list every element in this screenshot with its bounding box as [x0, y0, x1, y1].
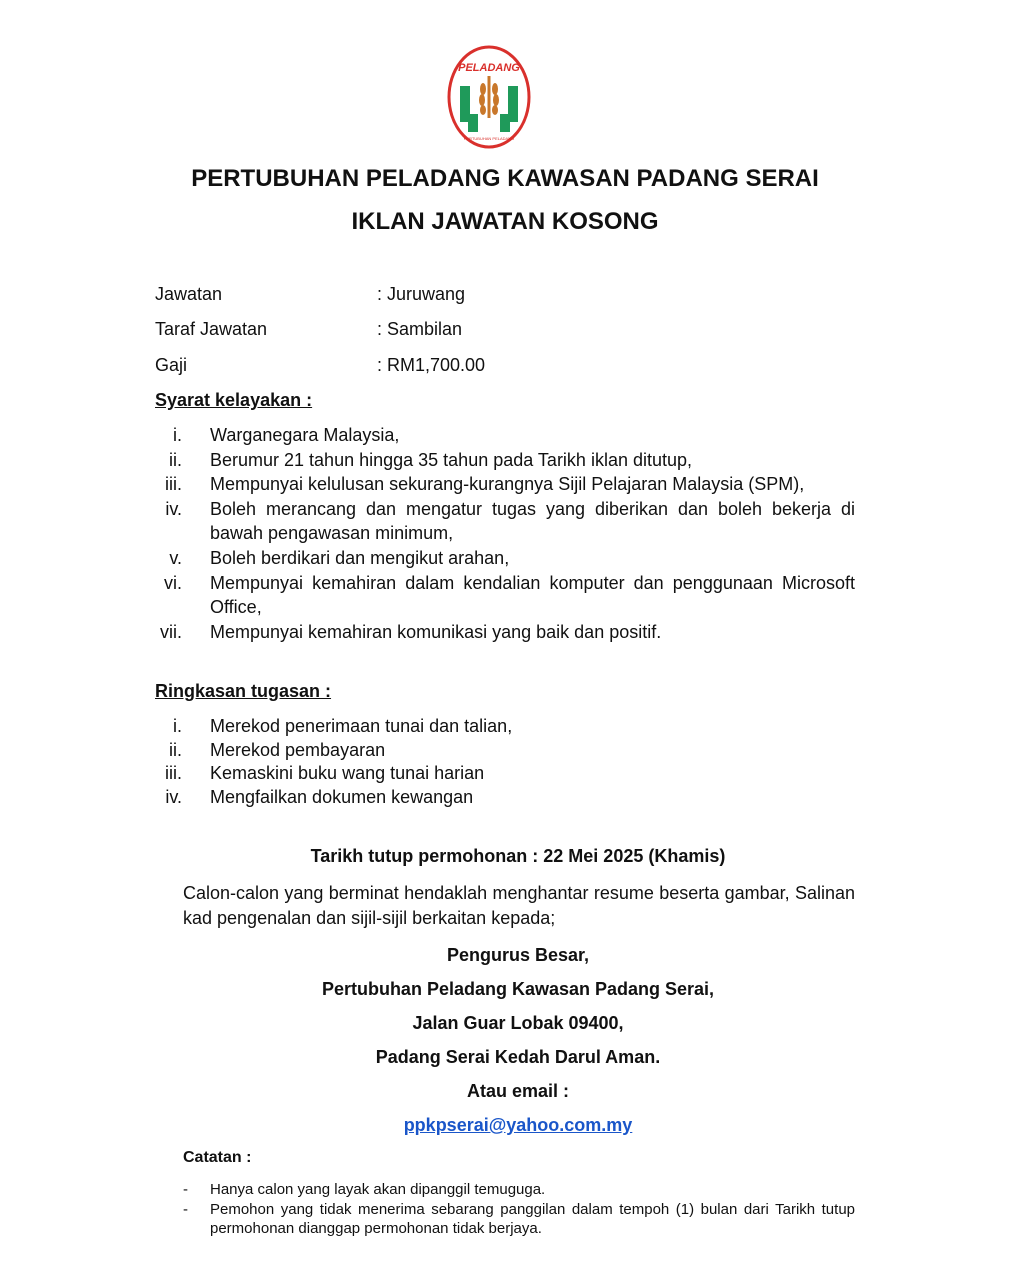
item-text: Warganegara Malaysia,: [210, 425, 400, 445]
item-number: iv.: [165, 786, 182, 807]
item-number: v.: [169, 547, 182, 568]
item-text: Kemaskini buku wang tunai harian: [210, 763, 485, 783]
field-value: : Juruwang: [377, 284, 466, 304]
item-text: Boleh merancang dan mengatur tugas yang diberikan dan boleh bekerja di bawah pengawasan minimum,: [210, 498, 855, 544]
list-item: [150, 546, 855, 571]
item-number: iii.: [165, 763, 182, 783]
field-value: : Sambilan: [377, 319, 463, 339]
list-item: [150, 762, 855, 786]
list-item: [150, 739, 855, 763]
item-text: Merekod penerimaan tunai dan talian,: [210, 716, 513, 736]
list-item: [150, 715, 855, 739]
field-label: Gaji: [155, 355, 188, 375]
document-title: IKLAN JAWATAN KOSONG: [351, 208, 659, 235]
list-item: [150, 448, 855, 473]
duties-list: [150, 715, 855, 809]
requirements-heading: Syarat kelayakan :: [155, 390, 313, 410]
note-text: Pemohon yang tidak menerima sebarang panggilan dalam tempoh (1) bulan dari Tarikh tutup permohonan dianggap permohonan tidak berjaya.: [210, 1200, 855, 1237]
field-label: Jawatan: [155, 284, 223, 304]
address-line: Padang Serai Kedah Darul Aman.: [375, 1047, 661, 1067]
list-item: [150, 423, 855, 448]
item-text: Berumur 21 tahun hingga 35 tahun pada Tarikh iklan ditutup,: [210, 449, 693, 470]
bullet: -: [183, 1181, 188, 1198]
item-text: Mempunyai kemahiran dalam kendalian komputer dan penggunaan Microsoft Office,: [210, 572, 855, 618]
item-text: Boleh berdikari dan mengikut arahan,: [210, 547, 510, 568]
instructions-paragraph: Calon-calon yang berminat hendaklah menghantar resume beserta gambar, Salinan kad pengenalan dan sijil-sijil berkaitan kepada;: [183, 883, 855, 928]
item-text: Mengfailkan dokumen kewangan: [210, 786, 474, 807]
svg-text:PELADANG: PELADANG: [458, 62, 520, 74]
requirements-list: [150, 423, 855, 644]
field-label: Taraf Jawatan: [155, 319, 268, 339]
peladang-logo: [446, 44, 532, 150]
item-number: vii.: [160, 621, 182, 642]
list-item: [150, 571, 855, 620]
item-number: iv.: [165, 498, 182, 519]
list-item: [150, 786, 855, 810]
notes-heading: Catatan :: [183, 1149, 252, 1166]
svg-text:PERTUBUHAN PELADANG: PERTUBUHAN PELADANG: [463, 136, 515, 141]
address-line: Pengurus Besar,: [446, 945, 590, 965]
item-number: ii.: [169, 449, 182, 470]
item-text: Merekod pembayaran: [210, 739, 386, 760]
note-item: [183, 1200, 855, 1239]
item-number: i.: [173, 716, 182, 736]
item-number: vi.: [164, 572, 182, 593]
item-number: ii.: [169, 739, 182, 760]
note-item: [183, 1180, 855, 1200]
item-number: i.: [173, 425, 182, 445]
bullet: -: [183, 1200, 188, 1218]
notes-list: [183, 1180, 855, 1239]
address-line: Pertubuhan Peladang Kawasan Padang Serai,: [321, 979, 715, 999]
item-text: Mempunyai kelulusan sekurang-kurangnya Sijil Pelajaran Malaysia (SPM),: [210, 474, 805, 495]
email-link[interactable]: ppkpserai@yahoo.com.my: [403, 1115, 633, 1135]
address-line: Jalan Guar Lobak 09400,: [412, 1013, 624, 1033]
duties-heading: Ringkasan tugasan :: [155, 681, 332, 701]
note-text: Hanya calon yang layak akan dipanggil temuguga.: [210, 1181, 546, 1198]
field-value: : RM1,700.00: [377, 355, 486, 375]
list-item: [150, 497, 855, 546]
email-label: Atau email :: [466, 1081, 570, 1101]
list-item: [150, 620, 855, 645]
organization-title: PERTUBUHAN PELADANG KAWASAN PADANG SERAI: [191, 165, 819, 192]
closing-date: Tarikh tutup permohonan : 22 Mei 2025 (Khamis): [310, 846, 726, 866]
item-text: Mempunyai kemahiran komunikasi yang baik dan positif.: [210, 621, 662, 642]
list-item: [150, 472, 855, 497]
item-number: iii.: [165, 474, 182, 495]
